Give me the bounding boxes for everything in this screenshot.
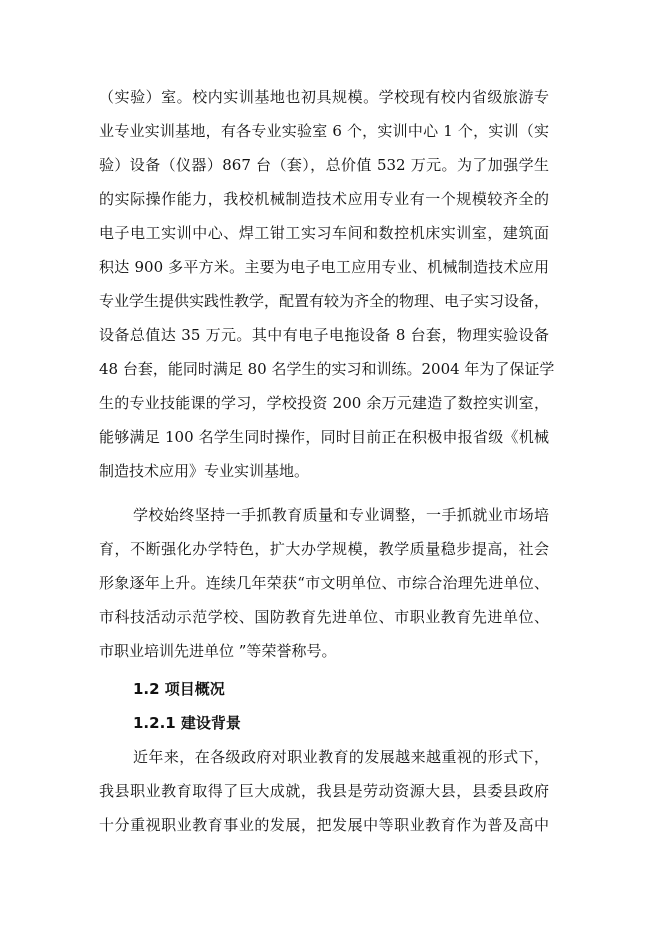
text-line: 育，不断强化办学特色，扩大办学规模，教学质量稳步提高，社会 <box>99 540 549 558</box>
section-heading-1-2: 1.2 项目概况 <box>133 680 225 698</box>
text-line: 48 台套，能同时满足 80 名学生的实习和训练。2004 年为了保证学 <box>99 360 555 378</box>
text-line: （实验）室。校内实训基地也初具规模。学校现有校内省级旅游专 <box>99 88 549 106</box>
text-line: 十分重视职业教育事业的发展，把发展中等职业教育作为普及高中 <box>99 816 549 834</box>
text-line: 专业学生提供实践性教学，配置有较为齐全的物理、电子实习设备， <box>99 292 550 310</box>
text-line: 生的专业技能课的学习，学校投资 200 余万元建造了数控实训室， <box>99 394 549 412</box>
text-line: 积达 900 多平方米。主要为电子电工应用专业、机械制造技术应用 <box>99 258 549 276</box>
text-line: 验）设备（仪器）867 台（套），总价值 532 万元。为了加强学生 <box>99 156 549 174</box>
section-heading-1-2-1: 1.2.1 建设背景 <box>133 714 241 732</box>
text-line: 我县职业教育取得了巨大成就，我县是劳动资源大县，县委县政府 <box>99 782 549 800</box>
text-line: 学校始终坚持一手抓教育质量和专业调整，一手抓就业市场培 <box>133 506 549 524</box>
text-line: 的实际操作能力，我校机械制造技术应用专业有一个规模较齐全的 <box>99 190 549 208</box>
text-line: 市科技活动示范学校、国防教育先进单位、市职业教育先进单位、 <box>99 608 549 626</box>
text-line: 设备总值达 35 万元。其中有电子电拖设备 8 台套，物理实验设备 <box>99 326 549 344</box>
text-line: 近年来，在各级政府对职业教育的发展越来越重视的形式下， <box>133 748 549 766</box>
text-line: 业专业实训基地，有各专业实验室 6 个，实训中心 1 个，实训（实 <box>99 122 549 140</box>
text-line: 制造技术应用》专业实训基地。 <box>99 462 310 480</box>
text-line: 形象逐年上升。连续几年荣获“市文明单位、市综合治理先进单位、 <box>99 574 549 592</box>
text-line: 电子电工实训中心、焊工钳工实习车间和数控机床实训室，建筑面 <box>99 224 549 242</box>
text-line: 能够满足 100 名学生同时操作，同时目前正在积极申报省级《机械 <box>99 428 549 446</box>
text-line: 市职业培训先进单位 ”等荣誉称号。 <box>99 642 337 660</box>
